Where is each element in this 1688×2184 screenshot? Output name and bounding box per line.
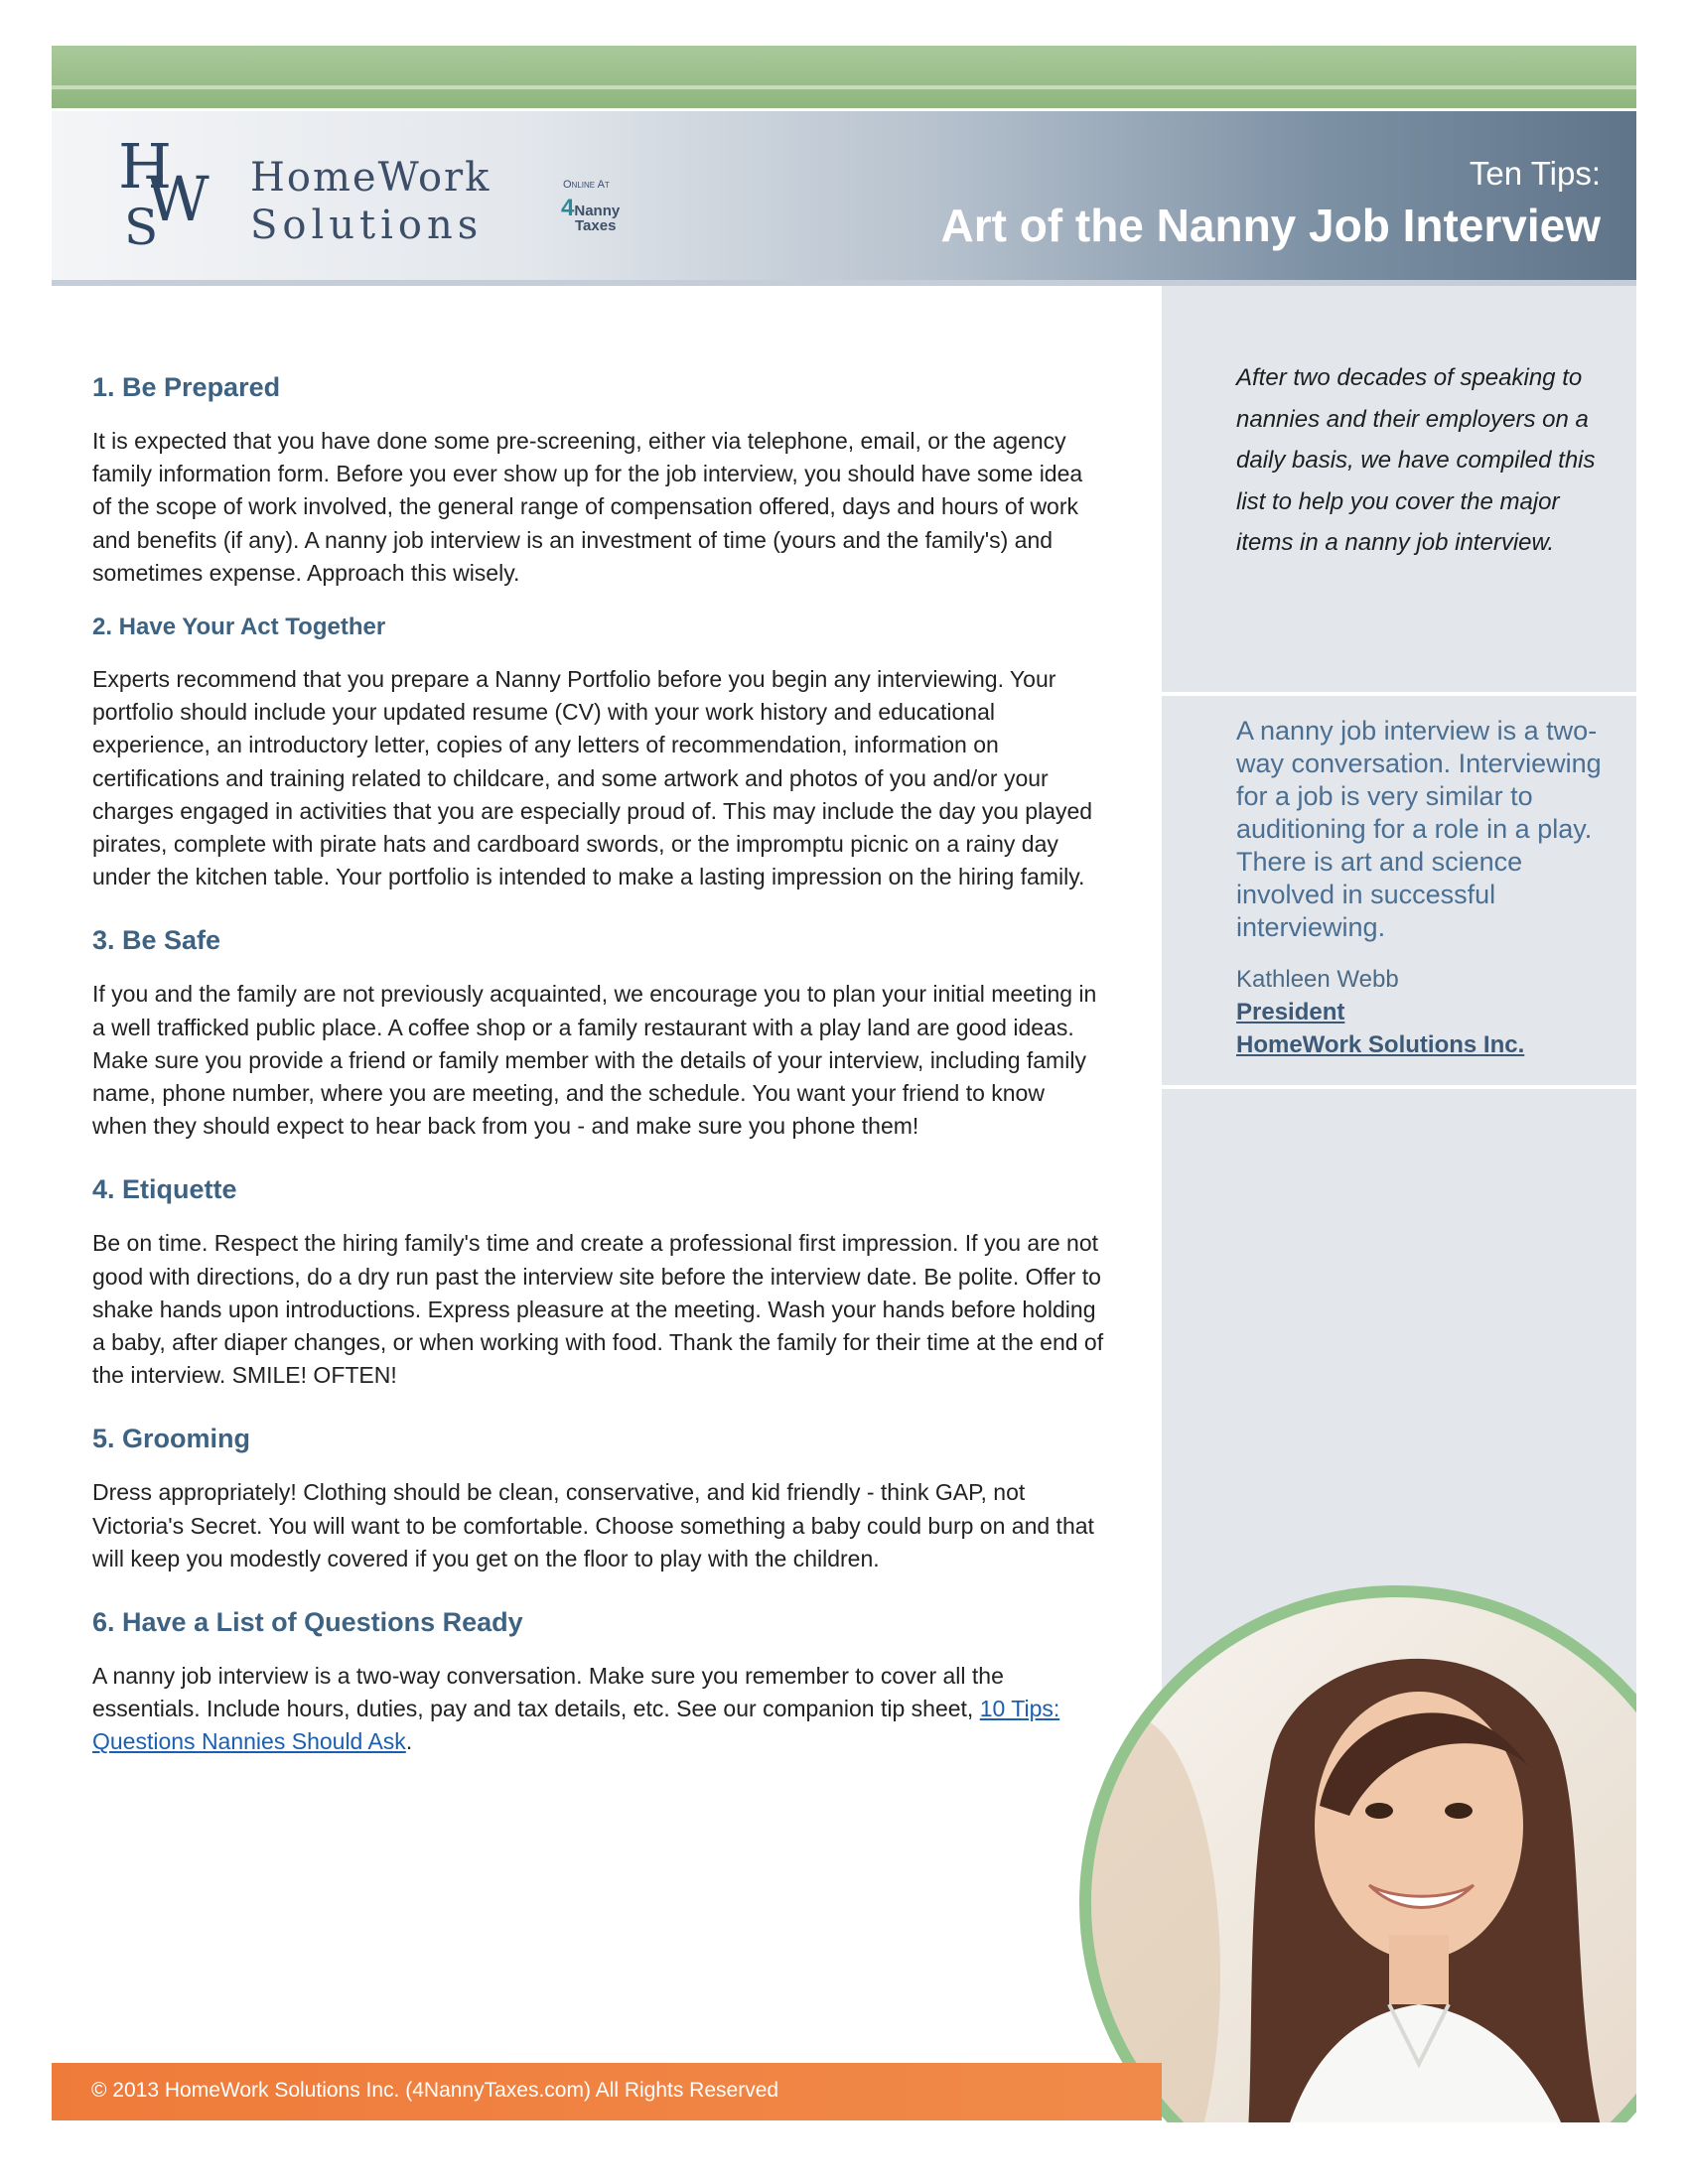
sidebar-divider [1162,692,1636,696]
section-body-end: . [405,1728,413,1755]
company-logo[interactable] [116,133,633,252]
svg-text:W: W [146,163,210,235]
hsw-monogram-icon [116,133,235,252]
smiling-woman-illustration [1091,1597,1636,2122]
main-content [92,372,1105,1791]
logo-word-homework: HomeWork [250,155,492,201]
badge-line1: Nanny [574,203,621,219]
page-header [52,111,1636,286]
badge-number: 4 [561,195,575,221]
sidebar-intro-text: After two decades of speaking to nannies and their employers on a daily basis, we have compiled this list to help you cover the major items in a nanny job interview. [1236,364,1596,556]
tip-section [92,614,1105,893]
section-title: 6. Have a List of Questions Ready [92,1607,523,1638]
section-body: If you and the family are not previously acquainted, we encourage you to plan your initial meeting in a well trafficked public place. A coffee shop or a family restaurant with a play land are good ideas. Make sure you provide a friend or family member with the details of your interview, including family name, phone number, where you are meeting, and the schedule. You want your friend to know when they should expect to hear back from you - and make sure you phone them! [92,981,1097,1140]
badge-line2: Taxes [575,217,617,234]
author-title-link[interactable]: President [1236,999,1345,1025]
section-body: Be on time. Respect the hiring family's time and create a professional first impression. If you are not good with directions, do a dry run past the interview site before the interview date. Be polite. Offer to shake hands upon introductions. Express pleasure at the meeting. Wash your hands before holding a baby, after diaper changes, or when working with food. Thank the family for their time at the end of the interview. SMILE! OFTEN! [92,1230,1104,1389]
online-at-label: Online At [563,179,610,191]
section-body-text: A nanny job interview is a two-way conversation. Make sure you remember to cover all the essentials. Include hours, duties, pay and tax details, etc. See our companion tip sheet, [92,1663,1004,1722]
section-title: 3. Be Safe [92,925,221,956]
photo-clip [1079,1549,1636,2122]
section-title: 2. Have Your Act Together [92,614,386,641]
4nannytaxes-badge [561,195,621,234]
photo-frame [1079,1585,1636,2122]
section-title: 4. Etiquette [92,1174,237,1205]
nanny-photo [1091,1597,1636,2122]
svg-text:H: H [118,133,173,203]
header-kicker: Ten Tips: [1469,155,1601,192]
section-title: 1. Be Prepared [92,372,281,402]
copyright-text: © 2013 HomeWork Solutions Inc. (4NannyTaxes.com) All Rights Reserved [91,2079,779,2102]
section-body: It is expected that you have done some pre-screening, either via telephone, email, or the agency family information form. Before you ever show up for the job interview, you should have some idea of the scope of work involved, the general range of compensation offered, days and hours of work and benefits (if any). A nanny job interview is an investment of time (yours and the family's) and sometimes expense. Approach this wisely. [92,428,1083,586]
tip-section [92,372,1105,590]
sidebar-quote: A nanny job interview is a two-way conversation. Interviewing for a job is very similar to auditioning for a role in a play. There is art and science involved in successful interviewing. [1236,716,1602,942]
section-title: 5. Grooming [92,1424,251,1454]
section-body: Dress appropriately! Clothing should be clean, conservative, and kid friendly - think GAP, not Victoria's Secret. You will want to be comfortable. Choose something a baby could burp on and that will keep you modestly covered if you get on the floor to play with the children. [92,1479,1094,1571]
tip-section [92,1424,1105,1575]
section-body [92,1660,1105,1759]
page-footer [52,2063,1162,2120]
sidebar-divider [1162,1085,1636,1089]
top-decorative-band [52,46,1636,108]
tip-section [92,1607,1105,1759]
quote-author: Kathleen Webb [1236,966,1399,993]
tip-section [92,925,1105,1143]
author-company-link[interactable]: HomeWork Solutions Inc. [1236,1031,1525,1058]
logo-word-solutions: Solutions [250,203,484,248]
companion-tip-sheet-link[interactable]: 10 Tips: Questions Nannies Should Ask [92,1696,1060,1755]
section-body: Experts recommend that you prepare a Nanny Portfolio before you begin any interviewing. Your portfolio should include your updated resume (CV) with your work history and educational experience, an introductory letter, copies of any letters of recommendation, information on certifications and training related to childcare, and some artwork and photos of you and/or your charges engaged in activities that you are especially proud of. This may include the day you played pirates, complete with pirate hats and cardboard swords, or the impromptu picnic on a rainy day under the kitchen table. Your portfolio is intended to make a lasting impression on the hiring family. [92,666,1093,890]
svg-text:S: S [124,199,159,252]
tip-section [92,1174,1105,1392]
page-title: Art of the Nanny Job Interview [940,200,1601,251]
